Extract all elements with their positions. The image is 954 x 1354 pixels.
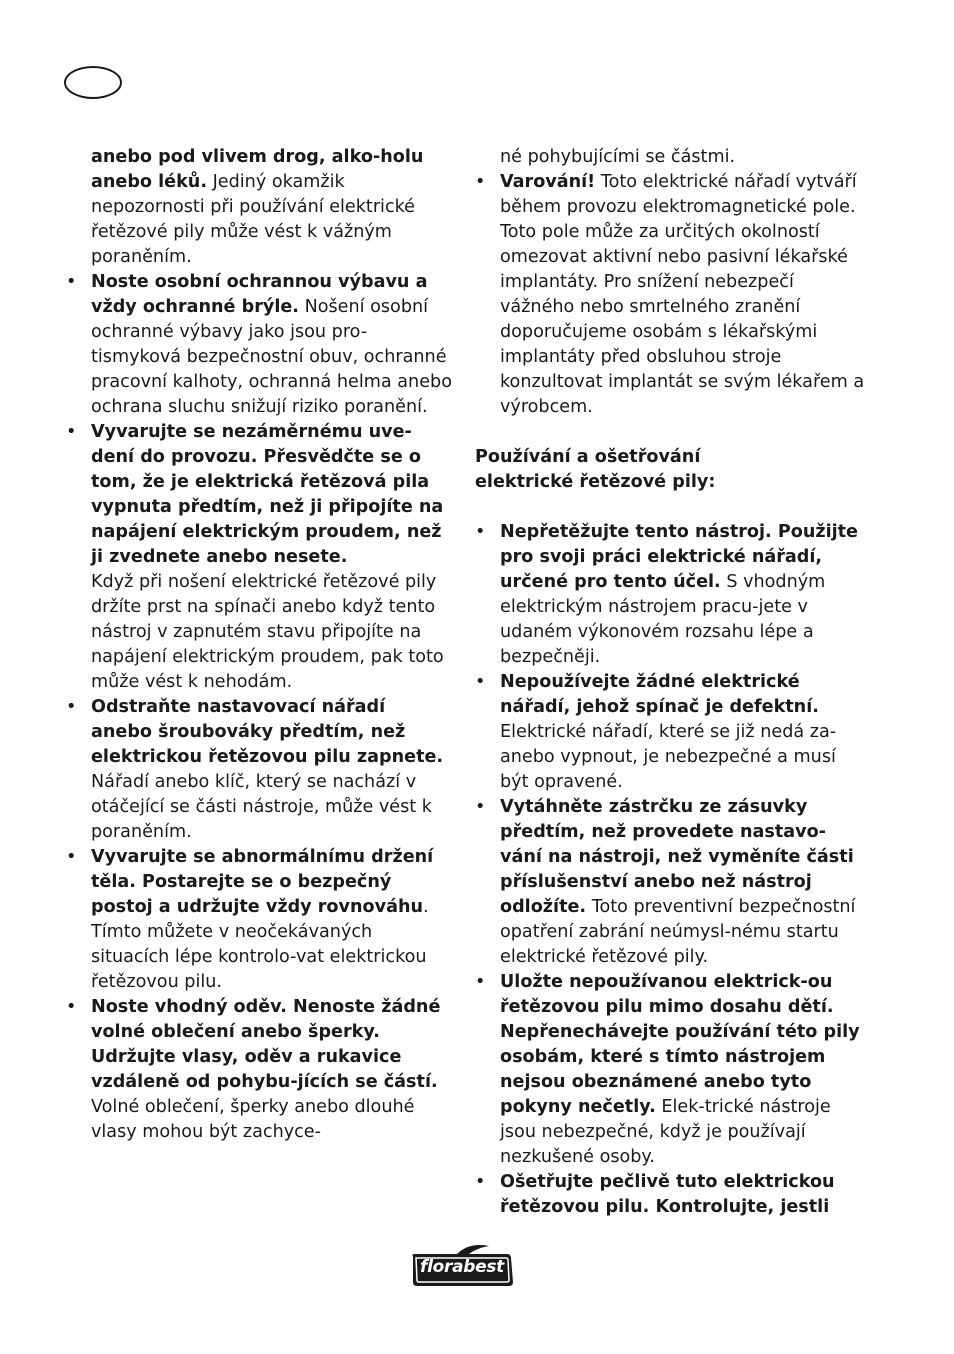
bold-text: Nepoužívejte žádné elektrické nářadí, jehož spínač je defektní. bbox=[500, 672, 819, 717]
left-column bbox=[66, 145, 452, 1145]
spacer bbox=[475, 495, 865, 520]
list-item bbox=[475, 170, 865, 420]
section-heading bbox=[475, 445, 865, 495]
list-item bbox=[66, 695, 452, 845]
list-item bbox=[66, 270, 452, 420]
list-item bbox=[66, 845, 452, 995]
body-text: Toto preventivní bezpečnostní opatření zabrání neúmysl-nému startu elektrické řetězové pily. bbox=[500, 897, 856, 967]
bullet: • bbox=[66, 272, 77, 292]
body-text: Nářadí anebo klíč, který se nachází v otáčející se části nástroje, může vést k poraněním. bbox=[91, 772, 432, 842]
bold-text: Noste osobní ochrannou výbavu a vždy ochranné brýle. bbox=[91, 272, 428, 317]
bullet: • bbox=[475, 1172, 486, 1192]
right-column bbox=[475, 145, 865, 1220]
body-text: Elek-trické nástroje jsou nebezpečné, když je používají nezkušené osoby. bbox=[500, 1097, 831, 1167]
bullet: • bbox=[475, 522, 486, 542]
list-item bbox=[475, 795, 865, 970]
bold-text: Nepřetěžujte tento nástroj. Použijte pro svoji práci elektrické nářadí, určené pro tento účel. bbox=[500, 522, 858, 592]
list-item bbox=[66, 420, 452, 695]
list-item bbox=[475, 970, 865, 1170]
body-text: Volné oblečení, šperky anebo dlouhé vlasy mohou být zachyce- bbox=[91, 1097, 415, 1142]
list-item bbox=[475, 670, 865, 795]
bold-text: Odstraňte nastavovací nářadí anebo šroubováky předtím, než elektrickou řetězovou pilu zapnete. bbox=[91, 697, 444, 767]
bullet: • bbox=[66, 847, 77, 867]
body-text: Elektrické nářadí, které se již nedá za-anebo vypnout, je nebezpečné a musí být opravené. bbox=[500, 722, 837, 792]
leaf-icon bbox=[457, 1245, 489, 1254]
body-text: Toto elektrické nářadí vytváří během provozu elektromagnetické pole. Toto pole může za určitých okolností omezovat aktivní nebo pasivní lékařské implantáty. Pro snížení nebezpečí vážného nebo smrtelného zranění doporučujeme osobám s lékařskými implantáty před obsluhou stroje konzultovat implantát se svým lékařem a výrobcem. bbox=[500, 172, 865, 417]
bold-text: Vytáhněte zástrčku ze zásuvky předtím, než provedete nastavo-vání na nástroji, než vyměníte části příslušenství anebo než nástroj odložíte. bbox=[500, 797, 854, 917]
bullet: • bbox=[66, 997, 77, 1017]
section-heading-line: elektrické řetězové pily: bbox=[475, 472, 716, 492]
spacer bbox=[475, 420, 865, 445]
bold-text: Varování! bbox=[500, 172, 596, 192]
list-item bbox=[475, 520, 865, 670]
list-item bbox=[475, 1170, 865, 1220]
continued-paragraph bbox=[66, 145, 452, 270]
bold-text: Uložte nepoužívanou elektrick-ou řetězovou pilu mimo dosahu dětí. Nepřenechávejte používání této pily osobám, které s tímto nástrojem nejsou obeznámené anebo tyto pokyny nečetly. bbox=[500, 972, 860, 1117]
bold-text: Vyvarujte se nezáměrnému uve-dení do provozu. Přesvědčte se o tom, že je elektrická řetězová pila vypnuta předtím, než ji připojíte na napájení elektrickým proudem, než ji zvednete anebo nesete. bbox=[91, 422, 444, 567]
body-text: né pohybujícími se částmi. bbox=[500, 147, 736, 167]
bullet: • bbox=[66, 422, 77, 442]
section-heading-line: Používání a ošetřování bbox=[475, 447, 701, 467]
bullet: • bbox=[66, 697, 77, 717]
list-item bbox=[66, 995, 452, 1145]
bullet: • bbox=[475, 172, 486, 192]
continued-paragraph bbox=[475, 145, 865, 170]
bold-text: anebo pod vlivem drog, alko-holu anebo léků. bbox=[91, 147, 424, 192]
body-text: S vhodným elektrickým nástrojem pracu-jete v udaném výkonovém rozsahu lépe a bezpečněji. bbox=[500, 572, 826, 667]
body-text: Nošení osobní ochranné výbavy jako jsou pro-tismyková bezpečnostní obuv, ochranné pracovní kalhoty, ochranná helma anebo ochrana sluchu snižují riziko poranění. bbox=[91, 297, 452, 417]
language-badge bbox=[64, 66, 122, 99]
bold-text: Ošetřujte pečlivě tuto elektrickou řetězovou pilu. Kontrolujte, jestli bbox=[500, 1172, 835, 1217]
bullet: • bbox=[475, 797, 486, 817]
florabest-logo-text: florabest bbox=[419, 1257, 504, 1277]
bullet: • bbox=[475, 972, 486, 992]
body-text: . Tímto můžete v neočekávaných situacích lépe kontrolo-vat elektrickou řetězovou pilu. bbox=[91, 897, 429, 992]
body-text: Jediný okamžik nepozornosti při používání elektrické řetězové pily může vést k vážným poraněním. bbox=[91, 172, 416, 267]
bold-text: Noste vhodný oděv. Nenoste žádné volné oblečení anebo šperky. Udržujte vlasy, oděv a rukavice vzdáleně od pohybu-jících se částí. bbox=[91, 997, 441, 1092]
bullet: • bbox=[475, 672, 486, 692]
body-text: Když při nošení elektrické řetězové pily držíte prst na spínači anebo když tento nástroj v zapnutém stavu připojíte na napájení elektrickým proudem, pak toto může vést k nehodám. bbox=[91, 572, 444, 692]
bold-text: Vyvarujte se abnormálnímu držení těla. Postarejte se o bezpečný postoj a udržujte vždy rovnováhu bbox=[91, 847, 434, 917]
